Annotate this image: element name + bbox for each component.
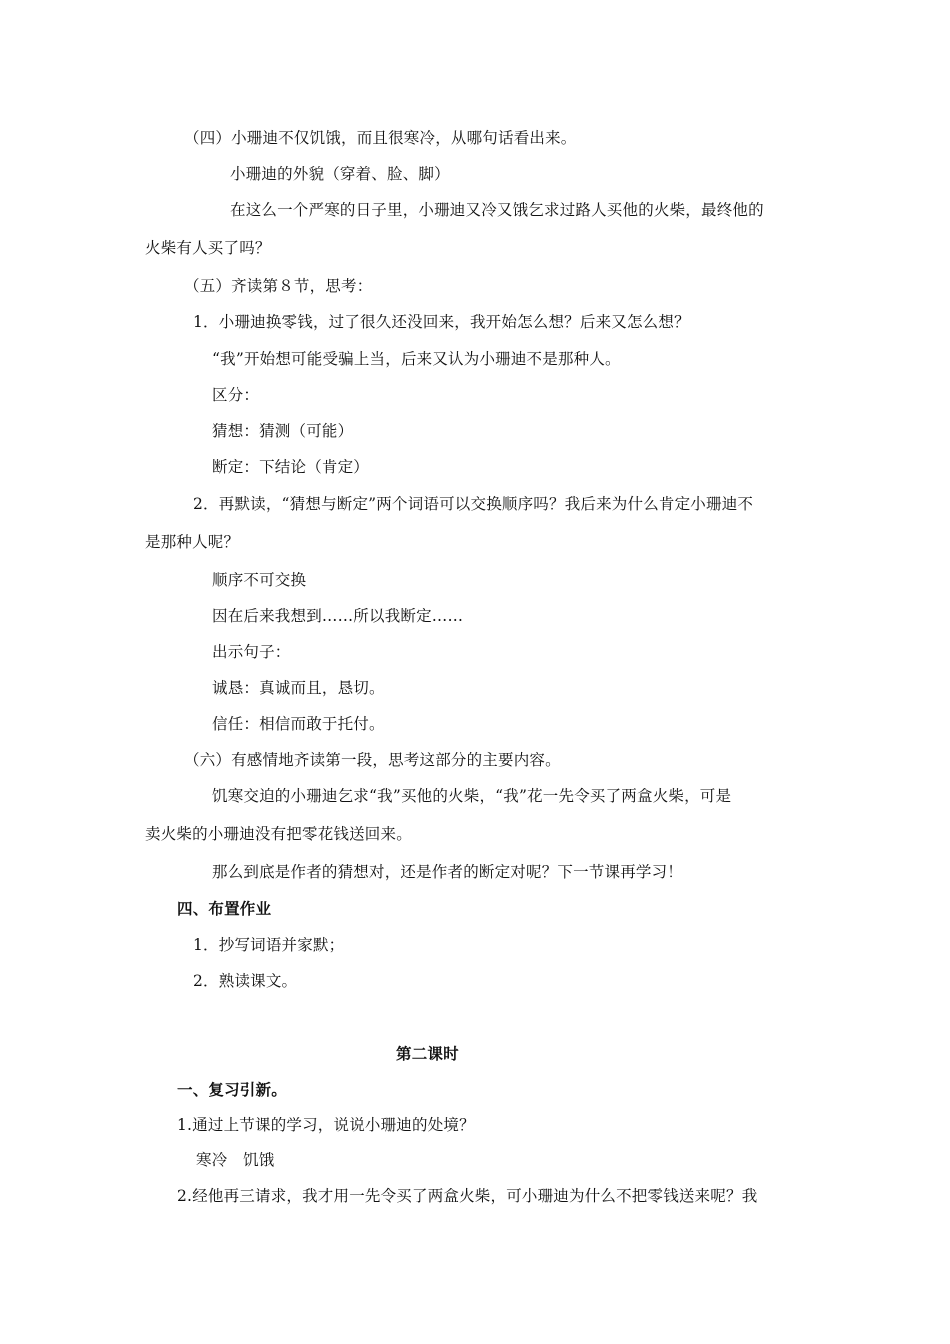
appearance-note: 小珊迪的外貌（穿着、脸、脚） bbox=[230, 165, 450, 183]
definition-trust: 信任：相信而敢于托付。 bbox=[212, 715, 385, 733]
lesson-title: 第二课时 bbox=[396, 1045, 459, 1063]
section-6-heading: （六）有感情地齐读第一段，思考这部分的主要内容。 bbox=[184, 751, 561, 769]
homework-item: 2．熟读课文。 bbox=[193, 972, 298, 990]
review-question-1: 1.通过上节课的学习，说说小珊迪的处境？ bbox=[177, 1116, 475, 1134]
question-2: 2．再默读，“猜想与断定”两个词语可以交换顺序吗？我后来为什么肯定小珊迪不 bbox=[193, 495, 754, 513]
paragraph-line: 那么到底是作者的猜想对，还是作者的断定对呢？下一节课再学习！ bbox=[212, 863, 684, 881]
paragraph-line: 卖火柴的小珊迪没有把零花钱送回来。 bbox=[145, 825, 412, 843]
answer-line: 顺序不可交换 bbox=[212, 571, 307, 589]
section-5-heading: （五）齐读第８节，思考： bbox=[184, 277, 373, 295]
paragraph-line: 火柴有人买了吗？ bbox=[145, 239, 271, 257]
review-answer: 寒冷 饥饿 bbox=[196, 1151, 275, 1169]
answer-line: “我”开始想可能受骗上当，后来又认为小珊迪不是那种人。 bbox=[212, 350, 621, 368]
homework-heading: 四、布置作业 bbox=[177, 900, 272, 918]
definition-sincere: 诚恳：真诚而且，恳切。 bbox=[212, 679, 385, 697]
show-sentence-label: 出示句子： bbox=[212, 643, 291, 661]
question-2-cont: 是那种人呢？ bbox=[145, 533, 240, 551]
paragraph-line: 在这么一个严寒的日子里，小珊迪又冷又饿乞求过路人买他的火柴，最终他的 bbox=[230, 201, 764, 219]
definition-guess: 猜想：猜测（可能） bbox=[212, 422, 354, 440]
question-1: 1．小珊迪换零钱，过了很久还没回来，我开始怎么想？后来又怎么想？ bbox=[193, 313, 690, 331]
homework-item: 1．抄写词语并家默； bbox=[193, 936, 345, 954]
definition-conclude: 断定：下结论（肯定） bbox=[212, 458, 370, 476]
review-question-2: 2.经他再三请求，我才用一先令买了两盒火柴，可小珊迪为什么不把零钱送来呢？我 bbox=[177, 1187, 758, 1205]
distinguish-label: 区分： bbox=[212, 386, 260, 404]
review-heading: 一、复习引新。 bbox=[177, 1081, 287, 1099]
paragraph-line: 饥寒交迫的小珊迪乞求“我”买他的火柴，“我”花一先令买了两盒火柴，可是 bbox=[212, 787, 732, 805]
answer-line: 因在后来我想到……所以我断定…… bbox=[212, 607, 464, 625]
section-4-question: （四）小珊迪不仅饥饿，而且很寒冷，从哪句话看出来。 bbox=[184, 129, 577, 147]
